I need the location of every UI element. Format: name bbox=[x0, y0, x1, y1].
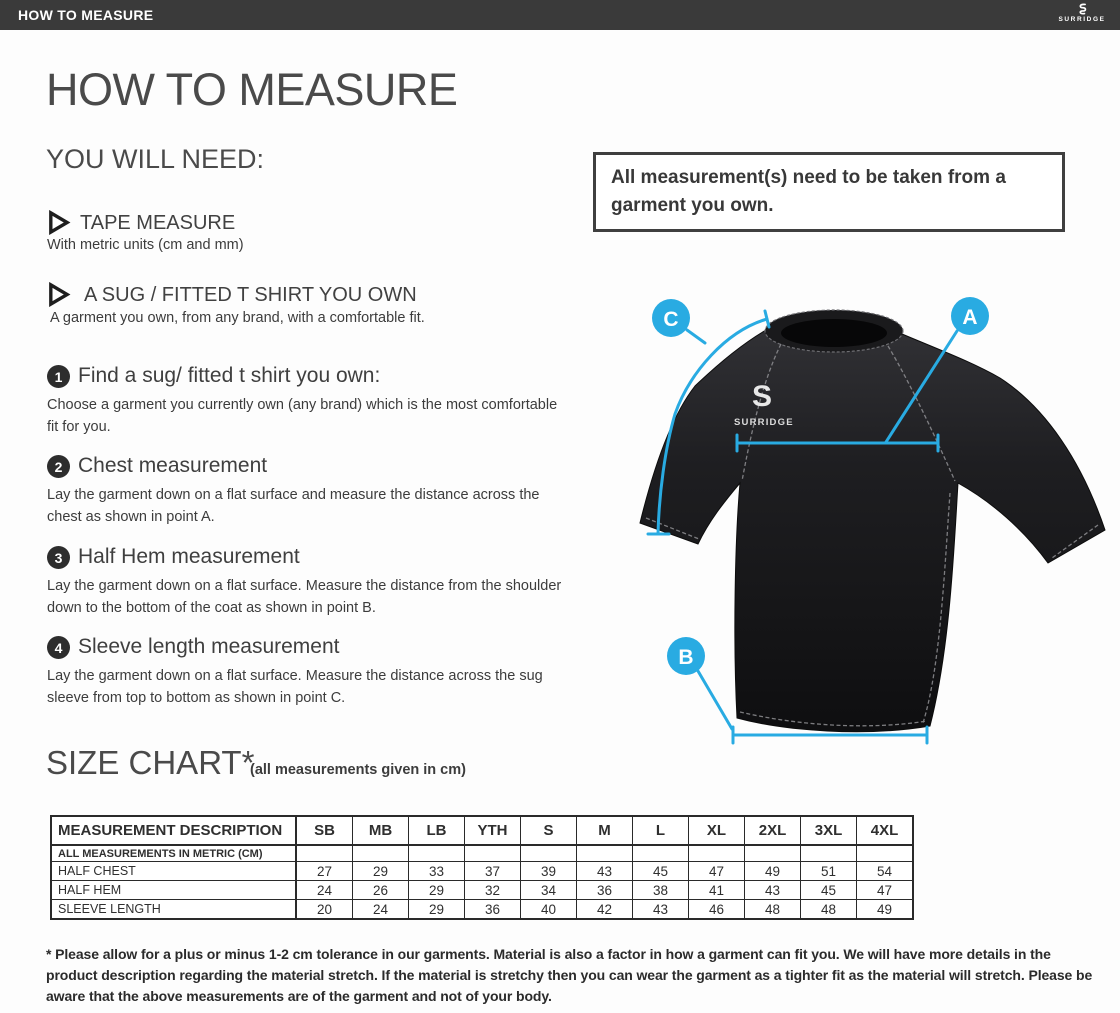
size-chart-table bbox=[50, 815, 914, 920]
step-number-badge: 1 bbox=[47, 365, 70, 388]
step-1-heading: Find a sug/ fitted t shirt you own: bbox=[78, 364, 381, 387]
table-cell: 48 bbox=[801, 900, 857, 920]
step-number-badge: 4 bbox=[47, 636, 70, 659]
measurement-note-box bbox=[593, 152, 1065, 232]
step-3-body: Lay the garment down on a flat surface. Measure the distance from the shoulder down to the bottom of the coat as shown in point B. bbox=[47, 578, 562, 616]
table-cell: 36 bbox=[577, 881, 633, 900]
step-number-badge: 2 bbox=[47, 455, 70, 478]
table-cell: HALF CHEST bbox=[51, 862, 296, 881]
play-triangle-icon bbox=[46, 210, 71, 235]
column-header: 2XL bbox=[745, 816, 801, 845]
column-header: LB bbox=[409, 816, 465, 845]
size-chart-heading: SIZE CHART* bbox=[46, 744, 255, 781]
table-cell: 47 bbox=[857, 881, 914, 900]
table-cell bbox=[801, 845, 857, 862]
table-cell: 20 bbox=[296, 900, 353, 920]
column-header: S bbox=[521, 816, 577, 845]
you-will-need-heading: YOU WILL NEED: bbox=[46, 144, 265, 174]
table-row bbox=[51, 881, 913, 900]
column-header: MB bbox=[353, 816, 409, 845]
table-cell: 43 bbox=[577, 862, 633, 881]
tolerance-footnote: * Please allow for a plus or minus 1-2 cm tolerance in our garments. Material is also a factor in how a garment can fit you. We will have more details in the product description regarding the material stretch. If the material is stretchy then you can wear the garment as a tighter fit as the material will stretch. Please be aware that the above measurements are of the garment and not of your body. bbox=[46, 946, 1093, 1004]
tshirt-collar-opening bbox=[781, 319, 887, 347]
table-cell: 47 bbox=[689, 862, 745, 881]
table-row bbox=[51, 862, 913, 881]
label-c-text: C bbox=[663, 308, 679, 331]
column-header: YTH bbox=[465, 816, 521, 845]
surridge-s-icon bbox=[1076, 2, 1089, 16]
table-cell: 38 bbox=[633, 881, 689, 900]
shirt-logo-text: SURRIDGE bbox=[734, 417, 794, 428]
column-header: XL bbox=[689, 816, 745, 845]
tshirt-body bbox=[640, 322, 1105, 732]
table-cell: 24 bbox=[296, 881, 353, 900]
step-1-body: Choose a garment you currently own (any brand) which is the most comfortable fit for you. bbox=[47, 397, 558, 435]
table-cell bbox=[353, 845, 409, 862]
table-cell: 48 bbox=[745, 900, 801, 920]
brand-name: SURRIDGE bbox=[1058, 16, 1106, 23]
size-chart-subheading: (all measurements given in cm) bbox=[250, 762, 466, 778]
label-c-leader bbox=[687, 330, 705, 343]
step-number-badge: 3 bbox=[47, 546, 70, 569]
table-cell: 33 bbox=[409, 862, 465, 881]
need-item-garment: A SUG / FITTED T SHIRT YOU OWN bbox=[84, 284, 417, 306]
top-bar bbox=[0, 0, 1120, 30]
page-title: HOW TO MEASURE bbox=[46, 64, 458, 115]
table-cell: 40 bbox=[521, 900, 577, 920]
need-item-tape-measure: TAPE MEASURE bbox=[80, 212, 236, 234]
table-cell bbox=[577, 845, 633, 862]
table-cell: 34 bbox=[521, 881, 577, 900]
column-header: 4XL bbox=[857, 816, 914, 845]
table-cell: 43 bbox=[745, 881, 801, 900]
table-cell: HALF HEM bbox=[51, 881, 296, 900]
table-cell: 37 bbox=[465, 862, 521, 881]
surridge-logo bbox=[1054, 2, 1110, 29]
table-cell: 32 bbox=[465, 881, 521, 900]
column-header: M bbox=[577, 816, 633, 845]
table-cell bbox=[409, 845, 465, 862]
table-row bbox=[51, 900, 913, 920]
table-cell: 26 bbox=[353, 881, 409, 900]
measurement-note-text: All measurement(s) need to be taken from a garment you own. bbox=[611, 167, 1006, 216]
table-cell: 51 bbox=[801, 862, 857, 881]
step-3-heading: Half Hem measurement bbox=[78, 545, 300, 568]
label-b-text: B bbox=[678, 646, 694, 669]
table-cell: 49 bbox=[745, 862, 801, 881]
step-2-heading: Chest measurement bbox=[78, 454, 268, 477]
table-cell: 39 bbox=[521, 862, 577, 881]
step-2-body: Lay the garment down on a flat surface and measure the distance across the chest as shown in point A. bbox=[47, 487, 540, 525]
table-cell: 27 bbox=[296, 862, 353, 881]
table-cell: 29 bbox=[409, 881, 465, 900]
step-4-heading: Sleeve length measurement bbox=[78, 635, 340, 658]
table-header-row bbox=[51, 816, 913, 845]
tshirt-measurement-diagram bbox=[600, 278, 1120, 803]
table-cell: 29 bbox=[409, 900, 465, 920]
table-cell: SLEEVE LENGTH bbox=[51, 900, 296, 920]
table-cell: 42 bbox=[577, 900, 633, 920]
column-header: MEASUREMENT DESCRIPTION bbox=[51, 816, 296, 845]
play-triangle-icon bbox=[46, 282, 71, 307]
label-b-leader bbox=[698, 671, 732, 729]
label-a-text: A bbox=[962, 306, 978, 329]
need-item-tape-measure-desc: With metric units (cm and mm) bbox=[47, 237, 244, 253]
need-item-garment-desc: A garment you own, from any brand, with a comfortable fit. bbox=[50, 310, 425, 326]
topbar-title: HOW TO MEASURE bbox=[18, 7, 154, 23]
table-cell: ALL MEASUREMENTS IN METRIC (CM) bbox=[51, 845, 296, 862]
table-cell bbox=[689, 845, 745, 862]
table-cell bbox=[296, 845, 353, 862]
table-cell: 43 bbox=[633, 900, 689, 920]
table-cell: 36 bbox=[465, 900, 521, 920]
table-cell bbox=[465, 845, 521, 862]
step-4-body: Lay the garment down on a flat surface. Measure the distance across the sug sleeve from top to bottom as shown in point C. bbox=[47, 668, 543, 706]
table-cell: 29 bbox=[353, 862, 409, 881]
table-cell: 54 bbox=[857, 862, 914, 881]
shirt-logo-s-icon: S bbox=[752, 380, 773, 413]
column-header: L bbox=[633, 816, 689, 845]
table-cell: 45 bbox=[633, 862, 689, 881]
table-cell bbox=[745, 845, 801, 862]
table-cell: 49 bbox=[857, 900, 914, 920]
table-cell bbox=[521, 845, 577, 862]
table-cell bbox=[633, 845, 689, 862]
table-cell: 46 bbox=[689, 900, 745, 920]
column-header: SB bbox=[296, 816, 353, 845]
measure-tick-c-top bbox=[765, 311, 769, 327]
table-cell: 45 bbox=[801, 881, 857, 900]
table-row bbox=[51, 845, 913, 862]
table-cell: 41 bbox=[689, 881, 745, 900]
column-header: 3XL bbox=[801, 816, 857, 845]
table-cell: 24 bbox=[353, 900, 409, 920]
table-cell bbox=[857, 845, 914, 862]
